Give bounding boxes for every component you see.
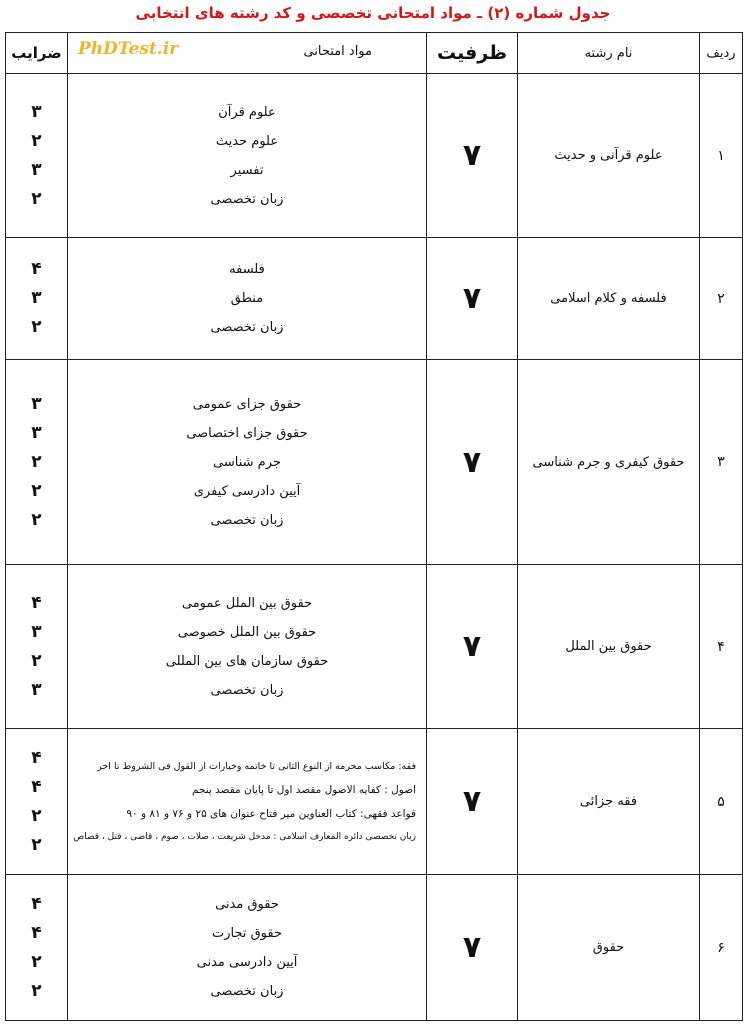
coefficients-cell xyxy=(6,360,68,565)
coefficient-value: ۲ xyxy=(31,480,42,501)
subject-item: حقوق بین الملل خصوصی xyxy=(177,624,317,640)
row-number: ۳ xyxy=(700,360,743,565)
coefficient-value: ۴ xyxy=(31,259,42,279)
subject-item: زبان تخصصی xyxy=(210,983,284,999)
coefficients-cell xyxy=(6,238,68,360)
coefficients-cell xyxy=(6,875,68,1021)
coefficient-value: ۲ xyxy=(31,188,42,209)
subject-item: قواعد فقهی: کتاب العناوین میر فتاح عنوان های ۲۵ و ۷۶ و ۸۱ و ۹۰ xyxy=(126,807,416,820)
subjects-cell xyxy=(68,74,427,238)
coefficient-value: ۲ xyxy=(31,951,42,972)
coefficient-value: ۳ xyxy=(31,621,42,642)
coefficient-value: ۳ xyxy=(31,422,42,443)
subject-item: آیین دادرسی کیفری xyxy=(193,483,301,499)
field-name: حقوق کیفری و جرم شناسی xyxy=(518,360,700,565)
header-capacity: ظرفیت xyxy=(427,33,518,74)
phdtest-logo: PhDTest.ir xyxy=(78,39,179,59)
table-row xyxy=(6,875,743,1021)
coefficient-value: ۳ xyxy=(31,101,42,122)
coefficient-value: ۲ xyxy=(31,834,42,855)
header-coefficients: ضرایب xyxy=(6,33,68,74)
coefficient-value: ۴ xyxy=(31,776,42,797)
coefficient-value: ۲ xyxy=(31,805,42,826)
coefficient-value: ۴ xyxy=(31,893,42,914)
subject-item: جرم شناسی xyxy=(213,454,281,470)
subject-item: زبان تخصصی xyxy=(210,191,284,207)
subjects-cell xyxy=(68,565,427,729)
subjects-cell xyxy=(68,238,427,360)
coefficient-value: ۴ xyxy=(31,922,42,943)
subject-item: علوم حدیث xyxy=(215,133,279,149)
coefficients-cell xyxy=(6,74,68,238)
capacity-value: ۷ xyxy=(427,74,518,238)
subject-item: فقه: مکاسب محرمه از النوع الثانی تا خاتمه وخیارات از القول فی الشروط تا اخر xyxy=(97,760,416,772)
coefficient-value: ۲ xyxy=(31,980,42,1001)
table-row xyxy=(6,238,743,360)
subject-item: زبان تخصصی دائره المعارف اسلامی : مدخل شریعت ، صلات ، صوم ، قاضی ، قتل ، قصاص xyxy=(73,831,416,842)
coefficient-value: ۳ xyxy=(31,393,42,414)
row-number: ۲ xyxy=(700,238,743,360)
coefficient-value: ۲ xyxy=(31,509,42,530)
subject-item: فلسفه xyxy=(229,262,265,277)
subjects-cell xyxy=(68,729,427,875)
header-subjects xyxy=(68,33,427,74)
capacity-value: ۷ xyxy=(427,729,518,875)
row-number: ۵ xyxy=(700,729,743,875)
coefficient-value: ۳ xyxy=(31,288,42,308)
table-row xyxy=(6,360,743,565)
subject-item: حقوق جزای اختصاصی xyxy=(186,425,308,441)
subject-item: آیین دادرسی مدنی xyxy=(196,954,298,970)
subject-item: منطق xyxy=(230,291,264,306)
capacity-value: ۷ xyxy=(427,360,518,565)
capacity-value: ۷ xyxy=(427,565,518,729)
table-header-row xyxy=(6,33,743,74)
field-name: علوم قرآنی و حدیث xyxy=(518,74,700,238)
header-field-name: نام رشته xyxy=(518,33,700,74)
coefficients-cell xyxy=(6,565,68,729)
subject-item: حقوق تجارت xyxy=(211,925,283,941)
table-row xyxy=(6,729,743,875)
coefficient-value: ۲ xyxy=(31,650,42,671)
row-number: ۶ xyxy=(700,875,743,1021)
coefficient-value: ۴ xyxy=(31,592,42,613)
field-name: حقوق بین الملل xyxy=(518,565,700,729)
coefficient-value: ۲ xyxy=(31,451,42,472)
capacity-value: ۷ xyxy=(427,238,518,360)
header-row-number: ردیف xyxy=(700,33,743,74)
table-row xyxy=(6,565,743,729)
coefficient-value: ۳ xyxy=(31,159,42,180)
coefficient-value: ۴ xyxy=(31,747,42,768)
header-subjects-label: مواد امتحانی xyxy=(303,44,372,59)
coefficient-value: ۲ xyxy=(31,317,42,337)
table-row xyxy=(6,74,743,238)
subjects-cell xyxy=(68,875,427,1021)
coefficients-cell xyxy=(6,729,68,875)
subjects-cell xyxy=(68,360,427,565)
subject-item: تفسیر xyxy=(230,162,264,178)
field-name: فقه جزائی xyxy=(518,729,700,875)
subject-item: حقوق بین الملل عمومی xyxy=(181,595,313,611)
coefficient-value: ۳ xyxy=(31,679,42,700)
subject-item: زبان تخصصی xyxy=(210,512,284,528)
subject-item: اصول : کفایه الاصول مقصد اول تا پایان مقصد پنجم xyxy=(191,783,416,796)
subject-item: زبان تخصصی xyxy=(210,682,284,698)
subject-item: حقوق جزای عمومی xyxy=(192,396,302,412)
row-number: ۱ xyxy=(700,74,743,238)
field-name: فلسفه و کلام اسلامی xyxy=(518,238,700,360)
subject-item: علوم قرآن xyxy=(218,104,276,120)
field-name: حقوق xyxy=(518,875,700,1021)
capacity-value: ۷ xyxy=(427,875,518,1021)
row-number: ۴ xyxy=(700,565,743,729)
subject-item: حقوق سازمان های بین المللی xyxy=(165,653,329,669)
subject-item: زبان تخصصی xyxy=(210,320,284,335)
coefficient-value: ۲ xyxy=(31,130,42,151)
subject-item: حقوق مدنی xyxy=(215,896,279,912)
exam-subjects-table xyxy=(5,32,743,1021)
page-title: جدول شماره (۲) ـ مواد امتحانی تخصصی و کد رشته های انتخابی xyxy=(135,4,611,22)
